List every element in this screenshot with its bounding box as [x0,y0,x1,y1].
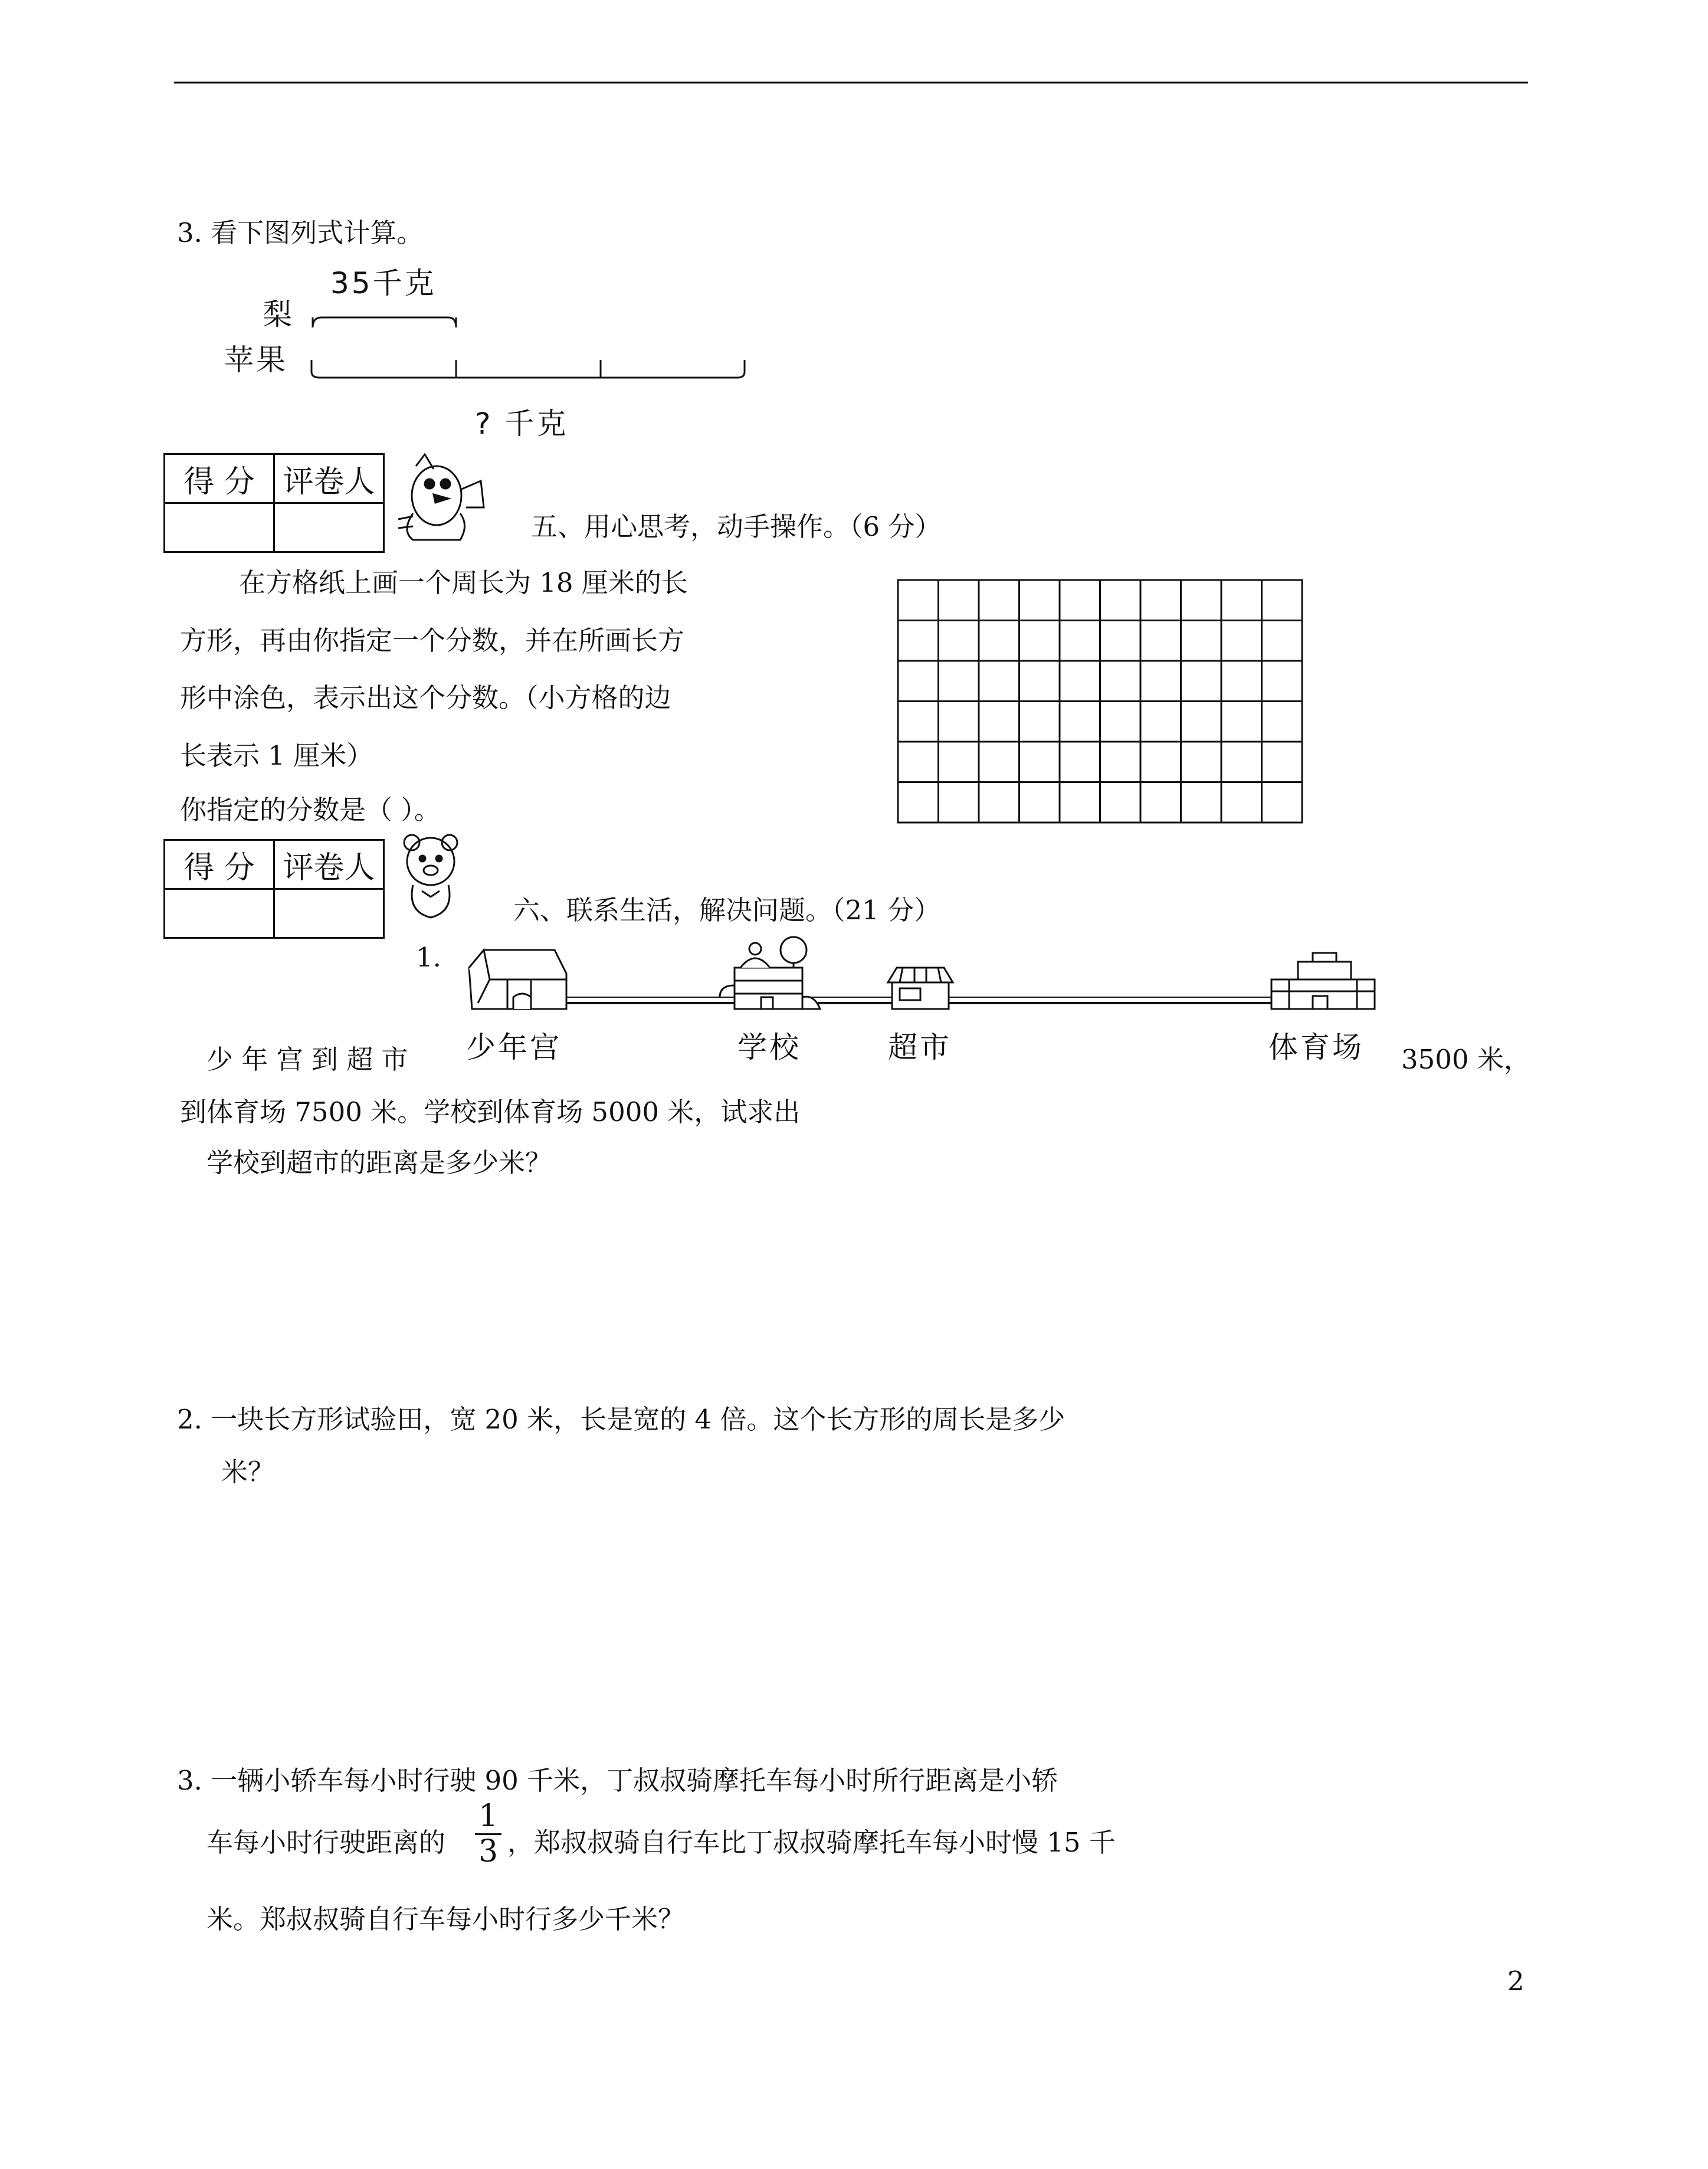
score-cell[interactable] [165,889,274,938]
section6-heading: 六、联系生活，解决问题。（21 分） [513,895,941,926]
grid-cell[interactable] [1221,702,1262,742]
place-label-supermarket: 超市 [888,1030,952,1064]
grid-cell[interactable] [1100,621,1141,661]
youth-palace-building-icon [469,950,566,1009]
grid-cell[interactable] [898,580,939,621]
bird-mascot-icon [398,454,484,540]
grid-cell[interactable] [1262,621,1303,661]
grid-cell[interactable] [898,661,939,702]
grid-cell[interactable] [979,742,1019,782]
grid-cell[interactable] [898,782,939,823]
grid-cell[interactable] [939,742,979,782]
grid-cell[interactable] [898,621,939,661]
score-box-6 [163,839,385,939]
bear-mascot-icon [404,835,457,918]
q6-2-line-2: 米？ [221,1456,275,1487]
grid-cell[interactable] [1060,661,1100,702]
pear-brace [313,317,456,327]
section5-line-4: 长表示 1 厘米） [180,740,373,771]
grid-cell[interactable] [979,580,1019,621]
q6-1-line-2: 到体育场 7500 米。学校到体育场 5000 米，试求出 [180,1096,801,1128]
q6-3-line-2a: 车每小时行驶距离的 [206,1827,446,1858]
score-header: 得 分 [165,454,274,503]
q6-3-line-2b: ，郑叔叔骑自行车比丁叔叔骑摩托车每小时慢 15 千 [507,1827,1116,1858]
section5-line-1: 在方格纸上画一个周长为 18 厘米的长 [239,567,688,598]
score-box-5 [163,453,385,553]
grid-cell[interactable] [1140,782,1181,823]
grid-cell[interactable] [1019,782,1060,823]
grid-cell[interactable] [1181,702,1222,742]
grid-cell[interactable] [979,621,1019,661]
grid-cell[interactable] [979,702,1019,742]
q6-2-line-1: 2. 一块长方形试验田，宽 20 米，长是宽的 4 倍。这个长方形的周长是多少 [177,1404,1066,1435]
grid-cell[interactable] [1100,702,1141,742]
section5-heading: 五、用心思考，动手操作。（6 分） [531,511,942,542]
apple-brace [312,360,745,378]
grid-cell[interactable] [1181,742,1222,782]
place-label-stadium: 体育场 [1268,1030,1364,1064]
grid-cell[interactable] [1262,782,1303,823]
grid-cell[interactable] [1060,742,1100,782]
score-header: 得 分 [165,840,274,889]
fraction-numerator: 1 [475,1800,501,1835]
apple-label: 苹果 [224,343,288,377]
grid-cell[interactable] [1181,782,1222,823]
supermarket-building-icon [888,968,953,1009]
grid-cell[interactable] [1100,580,1141,621]
grid-cell[interactable] [1221,621,1262,661]
school-building-icon [720,937,820,1009]
grid-cell[interactable] [1019,742,1060,782]
grid-cell[interactable] [1262,661,1303,702]
grid-cell[interactable] [1140,702,1181,742]
grid-cell[interactable] [1100,661,1141,702]
grid-cell[interactable] [1019,702,1060,742]
apple-weight-label: ? 千克 [475,407,569,441]
fraction-answer-prompt: 你指定的分数是（ ）。 [180,794,441,825]
grader-cell[interactable] [274,503,384,552]
grid-cell[interactable] [1140,661,1181,702]
grid-cell[interactable] [939,702,979,742]
q6-1-number: 1. [416,942,441,973]
grader-cell[interactable] [274,889,384,938]
grid-cell[interactable] [1019,661,1060,702]
grid-cell[interactable] [1221,742,1262,782]
place-label-youth-palace: 少年宫 [466,1030,562,1064]
grid-cell[interactable] [1060,782,1100,823]
grid-cell[interactable] [1060,580,1100,621]
grid-cell[interactable] [979,782,1019,823]
grid-cell[interactable] [939,621,979,661]
grid-cell[interactable] [1140,621,1181,661]
page-number: 2 [1507,1965,1525,1997]
grid-cell[interactable] [939,580,979,621]
q6-1-line-1-right: 3500 米， [1401,1044,1530,1075]
section5-line-3: 形中涂色，表示出这个分数。（小方格的边 [180,682,671,713]
grid-cell[interactable] [1060,702,1100,742]
pear-weight-label: 35千克 [330,266,437,300]
grid-cell[interactable] [1100,742,1141,782]
section5-line-2: 方形，再由你指定一个分数，并在所画长方 [180,625,685,656]
grid-cell[interactable] [1221,580,1262,621]
q6-1-line-1-left: 少 年 宫 到 超 市 [206,1044,408,1075]
grid-cell[interactable] [1262,580,1303,621]
grid-cell[interactable] [1140,580,1181,621]
q6-3-line-1: 3. 一辆小轿车每小时行驶 90 千米，丁叔叔骑摩托车每小时所行距离是小轿 [177,1765,1058,1796]
place-label-school: 学校 [737,1030,801,1064]
score-cell[interactable] [165,503,274,552]
grid-cell[interactable] [1181,661,1222,702]
grid-cell[interactable] [1019,580,1060,621]
grid-cell[interactable] [1181,621,1222,661]
grid-cell[interactable] [979,661,1019,702]
grid-cell[interactable] [1060,621,1100,661]
grid-cell[interactable] [1221,782,1262,823]
grader-header: 评卷人 [274,840,384,889]
grid-cell[interactable] [1262,702,1303,742]
grid-cell[interactable] [898,702,939,742]
grid-cell[interactable] [1181,580,1222,621]
grid-cell[interactable] [1019,621,1060,661]
q6-1-line-3: 学校到超市的距离是多少米？ [206,1147,552,1178]
grid-cell[interactable] [1140,742,1181,782]
grid-cell[interactable] [1221,661,1262,702]
grader-header: 评卷人 [274,454,384,503]
pear-label: 梨 [263,297,294,332]
q6-3-line-3: 米。郑叔叔骑自行车每小时行多少千米？ [206,1903,685,1935]
q4-3-title: 3. 看下图列式计算。 [177,217,424,248]
grid-cell[interactable] [898,742,939,782]
square-grid[interactable] [898,580,1302,823]
fraction-denominator: 3 [478,1834,499,1870]
one-third-fraction [475,1800,501,1869]
grid-cell[interactable] [1262,742,1303,782]
grid-cell[interactable] [939,661,979,702]
grid-cell[interactable] [939,782,979,823]
stadium-building-icon [1271,953,1375,1009]
grid-cell[interactable] [1100,782,1141,823]
